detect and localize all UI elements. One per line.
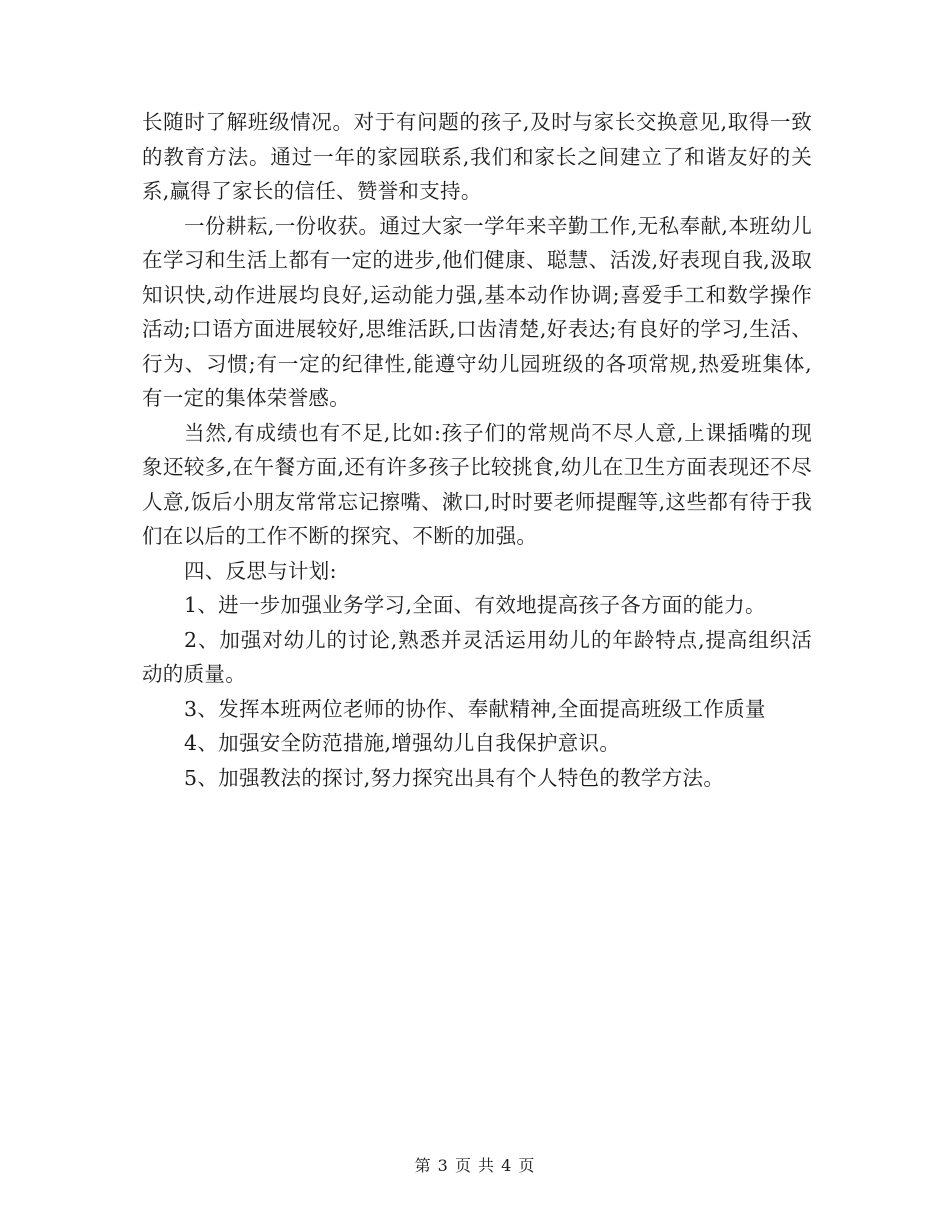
document-body bbox=[142, 105, 812, 795]
plan-item-1: 1、进一步加强业务学习,全面、有效地提高孩子各方面的能力。 bbox=[184, 593, 766, 617]
paragraph-achievements: 一份耕耘,一份收获。通过大家一学年来辛勤工作,无私奉献,本班幼儿在学习和生活上都有一定的进步,他们健康、聪慧、活泼,好表现自我,汲取知识快,动作进展均良好,运动能力强,基本动作协调;喜爱手工和数学操作活动;口语方面进展较好,思维活跃,口齿清楚,好表达;有良好的学习,生活、行为、习惯;有一定的纪律性,能遵守幼儿园班级的各项常规,热爱班集体,有一定的集体荣誉感。 bbox=[142, 213, 812, 410]
plan-item-3: 3、发挥本班两位老师的协作、奉献精神,全面提高班级工作质量 bbox=[184, 696, 766, 721]
section-heading-reflection-plan: 四、反思与计划: bbox=[184, 558, 337, 583]
page-number-footer: 第 3 页 共 4 页 bbox=[414, 1156, 536, 1175]
paragraph-shortcomings: 当然,有成绩也有不足,比如:孩子们的常规尚不尽人意,上课插嘴的现象还较多,在午餐方面,还有许多孩子比较挑食,幼儿在卫生方面表现还不尽人意,饭后小朋友常常忘记擦嘴、漱口,时时要老师提醒等,这些都有待于我们在以后的工作不断的探究、不断的加强。 bbox=[142, 420, 812, 548]
plan-item-2: 2、加强对幼儿的讨论,熟悉并灵活运用幼儿的年龄特点,提高组织活动的质量。 bbox=[142, 627, 812, 686]
plan-item-4: 4、加强安全防范措施,增强幼儿自我保护意识。 bbox=[184, 731, 621, 755]
paragraph-family-contact: 长随时了解班级情况。对于有问题的孩子,及时与家长交换意见,取得一致的教育方法。通过一年的家园联系,我们和家长之间建立了和谐友好的关系,赢得了家长的信任、赞誉和支持。 bbox=[142, 110, 812, 203]
plan-item-5: 5、加强教法的探讨,努力探究出具有个人特色的教学方法。 bbox=[184, 765, 725, 790]
